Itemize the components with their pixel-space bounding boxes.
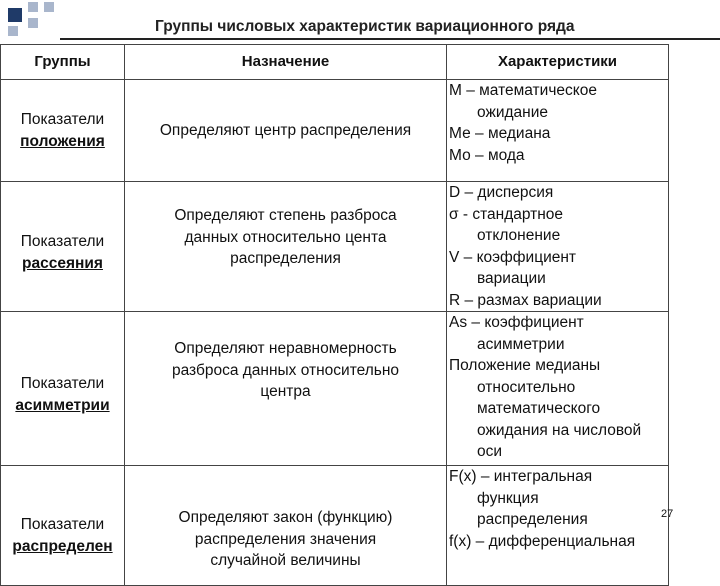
group-name: распределен — [12, 537, 113, 555]
characteristic-line: относительно — [477, 378, 576, 396]
table-row — [1, 312, 669, 466]
characteristic-line: ожидание — [477, 103, 548, 121]
characteristics-cell — [447, 466, 669, 586]
purpose-line: Определяют центр распределения — [159, 121, 412, 139]
group-cell — [1, 182, 125, 312]
purpose-cell — [125, 312, 447, 466]
characteristic-line: вариации — [477, 270, 546, 287]
group-name: асимметрии — [15, 396, 110, 414]
purpose-cell — [125, 182, 447, 312]
group-prefix: Показатели — [20, 516, 105, 533]
purpose-cell — [125, 80, 447, 182]
characteristic-line: Мо – мода — [449, 146, 525, 164]
purpose-line: данных относительно цента — [184, 228, 387, 246]
slide-title: Группы числовых характеристик вариационного ряда — [155, 18, 575, 35]
logo-square-light — [28, 18, 38, 28]
characteristic-line: R – размах вариации — [449, 291, 602, 309]
characteristic-line: D – дисперсия — [449, 184, 554, 201]
group-name: рассеяния — [22, 254, 103, 272]
characteristic-line: функция — [477, 489, 539, 507]
purpose-line: центра — [260, 383, 311, 401]
characteristics-table — [0, 44, 669, 586]
characteristic-line: σ - стандартное — [449, 205, 564, 223]
group-prefix: Показатели — [20, 111, 105, 128]
characteristic-line: As – коэффициент — [449, 314, 584, 331]
purpose-line: случайной величины — [210, 552, 361, 570]
logo-square-light — [8, 26, 18, 36]
purpose-line: распределения значения — [194, 530, 377, 548]
group-name: положения — [20, 132, 105, 150]
characteristic-line: отклонение — [477, 227, 561, 244]
purpose-line: разброса данных относительно — [171, 361, 400, 379]
characteristic-line: асимметрии — [477, 335, 565, 353]
group-cell — [1, 80, 125, 182]
purpose-line: Определяют неравномерность — [174, 340, 397, 358]
characteristic-line: оси — [477, 443, 503, 460]
table-row — [1, 182, 669, 312]
characteristic-line: Ме – медиана — [449, 125, 551, 142]
purpose-cell — [125, 466, 447, 586]
characteristic-line: f(x) – дифференциальная — [449, 532, 636, 550]
page-number: 27 — [661, 508, 674, 520]
purpose-line: Определяют закон (функцию) — [178, 509, 393, 527]
characteristic-line: F(x) – интегральная — [449, 468, 593, 485]
characteristic-line: ожидания на числовой — [477, 421, 642, 439]
slide-logo — [0, 0, 60, 38]
characteristics-cell — [447, 182, 669, 312]
characteristic-line: математического — [477, 400, 601, 417]
group-cell — [1, 312, 125, 466]
characteristic-line: распределения — [477, 511, 588, 528]
header-purpose: Назначение — [125, 45, 447, 80]
characteristic-line: V – коэффициент — [449, 248, 577, 266]
table-header-row — [1, 45, 669, 80]
table-row — [1, 80, 669, 182]
group-prefix: Показатели — [20, 233, 105, 250]
characteristic-line: М – математическое — [449, 82, 597, 99]
header-groups: Группы — [1, 45, 125, 80]
group-prefix: Показатели — [20, 375, 105, 392]
purpose-line: Определяют степень разброса — [174, 207, 397, 225]
purpose-line: распределения — [230, 250, 341, 268]
logo-square-light — [28, 2, 38, 12]
title-divider — [60, 38, 720, 40]
characteristic-line: Положение медианы — [449, 357, 601, 374]
characteristics-cell — [447, 312, 669, 466]
logo-square-dark — [8, 8, 22, 22]
header-characteristics: Характеристики — [447, 45, 669, 80]
group-cell — [1, 466, 125, 586]
characteristics-cell — [447, 80, 669, 182]
logo-square-light — [44, 2, 54, 12]
table-row — [1, 466, 669, 586]
